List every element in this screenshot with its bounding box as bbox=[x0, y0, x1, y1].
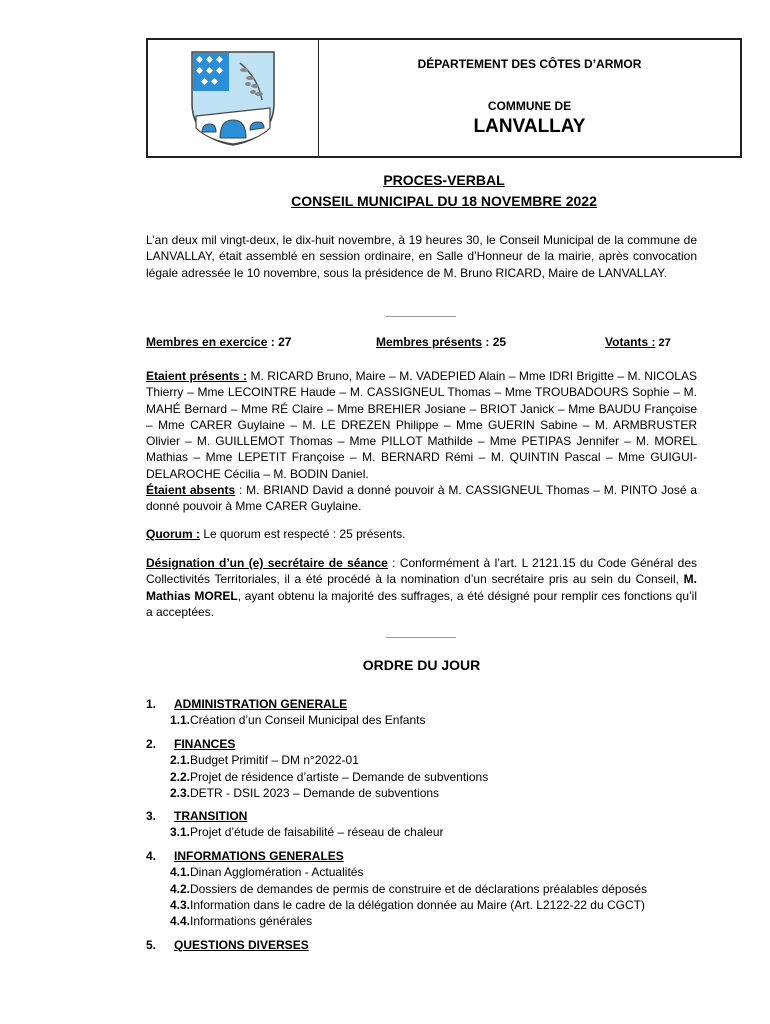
secretaire-label: Désignation d’un (e) secrétaire de séance bbox=[146, 556, 388, 570]
coat-of-arms-logo bbox=[188, 48, 278, 148]
absents-label: Étaient absents bbox=[146, 483, 236, 498]
absents-text: : M. BRIAND David a donné pouvoir à M. CASSIGNEUL Thomas – M. PINTO José a donné pouvoir à Mme CARER Guylaine. bbox=[146, 483, 697, 514]
department-name: DÉPARTEMENT DES CÔTES D’ARMOR bbox=[417, 57, 642, 71]
quorum-label: Quorum : bbox=[146, 527, 200, 541]
agenda-item: 4.1.Dinan Agglomération - Actualités bbox=[170, 865, 364, 879]
section-title: QUESTIONS DIVERSES bbox=[174, 938, 309, 952]
agenda-item: 2.3.DETR - DSIL 2023 – Demande de subventions bbox=[170, 786, 440, 800]
presents-label: Etaient présents : bbox=[146, 369, 247, 383]
section-number: 4. bbox=[146, 849, 157, 863]
section-number: 3. bbox=[146, 809, 157, 823]
secretaire-paragraph bbox=[146, 555, 697, 620]
document-title: PROCES-VERBAL bbox=[383, 172, 505, 188]
section-number: 1. bbox=[146, 697, 157, 711]
presents-text: M. RICARD Bruno, Maire – M. VADEPIED Alain – Mme IDRI Brigitte – M. NICOLAS Thierry – Mme LECOINTRE Haude – M. CASSIGNEUL Thomas – Mme TROUBADOURS Sophie – M. MAHÉ Bernard – Mme RÉ Claire – Mme BREHIER Josiane – BRIOT Janick – Mme BAUDU Françoise – Mme CARER Guylaine – M. LE DREZEN Philippe – Mme GUERIN Sabine – M. ARMBRUSTER Olivier – M. GUILLEMOT Thomas – Mme PILLOT Mathilde – Mme PETIPAS Jennifer – M. MOREL Mathias – Mme LEPETIT Françoise – M. BERNARD Rémi – M. QUINTIN Pascal – Mme GUIGUI-DELAROCHE Cécilia – M. BODIN Daniel. bbox=[146, 369, 697, 481]
quorum-paragraph bbox=[146, 526, 697, 542]
section-title: ADMINISTRATION GENERALE bbox=[174, 697, 348, 711]
agenda-item: 4.3.Information dans le cadre de la délégation donnée au Maire (Art. L2122-22 du CGCT) bbox=[170, 898, 645, 912]
secretaire-name: M. Mathias MOREL bbox=[146, 572, 697, 603]
separator bbox=[386, 316, 456, 317]
agenda-title: ORDRE DU JOUR bbox=[362, 657, 481, 673]
section-title: TRANSITION bbox=[174, 809, 248, 823]
agenda-item: 1.1.Création d’un Conseil Municipal des Enfants bbox=[170, 713, 426, 727]
commune-label: COMMUNE DE bbox=[487, 99, 572, 113]
secretaire-text-before: : Conformément à l’art. L 2121.15 du Code Général des Collectivités Territoriales, il a été procédé à la nomination d’un secrétaire pris au sein du Conseil, bbox=[146, 556, 697, 587]
section-title: FINANCES bbox=[174, 737, 236, 751]
header-title-cell bbox=[319, 40, 740, 156]
members-votants: Votants : 27 bbox=[605, 335, 671, 349]
section-number: 5. bbox=[146, 938, 157, 952]
secretaire-text-after: , ayant obtenu la majorité des suffrages, a été désigné pour remplir ces fonctions qu’il a acceptées. bbox=[146, 588, 697, 619]
document-subtitle: CONSEIL MUNICIPAL DU 18 NOVEMBRE 2022 bbox=[291, 193, 597, 209]
agenda-item: 2.2.Projet de résidence d’artiste – Demande de subventions bbox=[170, 770, 489, 784]
members-exercice: Membres en exercice : 27 bbox=[146, 335, 292, 349]
agenda-item: 3.1.Projet d’étude de faisabilité – réseau de chaleur bbox=[170, 825, 444, 839]
members-presents: Membres présents : 25 bbox=[376, 335, 507, 349]
header-box bbox=[146, 38, 742, 158]
agenda-item: 2.1.Budget Primitif – DM n°2022-01 bbox=[170, 753, 359, 767]
intro-paragraph: L’an deux mil vingt-deux, le dix-huit novembre, à 19 heures 30, le Conseil Municipal de la commune de LANVALLAY, était assemblé en session ordinaire, en Salle d’Honneur de la mairie, après convocation légale adressée le 10 novembre, sous la présidence de M. Bruno RICARD, Maire de LANVALLAY. bbox=[146, 233, 697, 280]
quorum-text: Le quorum est respecté : 25 présents. bbox=[200, 527, 406, 541]
separator bbox=[386, 637, 456, 638]
crest-cell bbox=[148, 40, 319, 156]
section-number: 2. bbox=[146, 737, 157, 751]
section-title: INFORMATIONS GENERALES bbox=[174, 849, 344, 863]
agenda-item: 4.4.Informations générales bbox=[170, 914, 313, 928]
presents-paragraph bbox=[146, 368, 697, 515]
members-row bbox=[146, 335, 697, 351]
commune-name: LANVALLAY bbox=[473, 116, 586, 137]
agenda-item: 4.2.Dossiers de demandes de permis de construire et de déclarations préalables déposés bbox=[170, 882, 647, 896]
